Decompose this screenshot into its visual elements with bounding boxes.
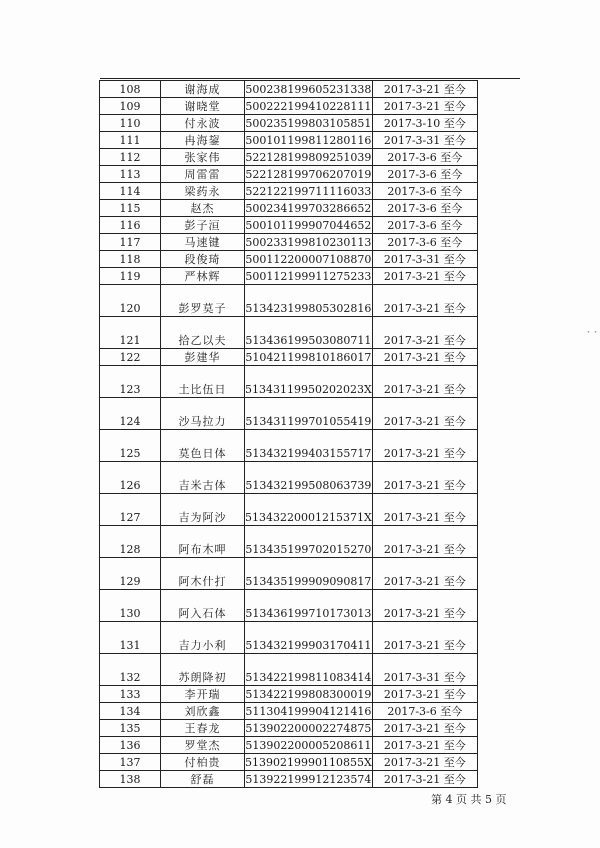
row-number: 118 — [100, 251, 161, 268]
row-number: 130 — [100, 590, 161, 622]
row-name: 付柏贵 — [161, 754, 245, 771]
table-row — [100, 430, 478, 462]
table-row — [100, 317, 478, 349]
row-date: 2017-3-21 至今 — [372, 317, 477, 349]
row-number: 115 — [100, 200, 161, 217]
table-row — [100, 366, 478, 398]
row-id-number: 51390219990110855X — [245, 754, 373, 771]
row-name: 彭子洹 — [161, 217, 245, 234]
row-date: 2017-3-21 至今 — [372, 366, 477, 398]
row-id-number: 513902200005208611 — [245, 737, 373, 754]
table-row — [100, 234, 478, 251]
row-id-number: 513435199702015270 — [245, 526, 373, 558]
row-name: 彭建华 — [161, 349, 245, 366]
row-number: 129 — [100, 558, 161, 590]
row-name: 李开瑞 — [161, 686, 245, 703]
table-row — [100, 115, 478, 132]
row-id-number: 500112200007108870 — [245, 251, 373, 268]
row-number: 124 — [100, 398, 161, 430]
row-date: 2017-3-21 至今 — [372, 398, 477, 430]
row-id-number: 522128199809251039 — [245, 149, 373, 166]
row-name: 吉力小利 — [161, 622, 245, 654]
table-row — [100, 622, 478, 654]
table-row — [100, 558, 478, 590]
row-name: 阿布木呷 — [161, 526, 245, 558]
row-date: 2017-3-21 至今 — [372, 686, 477, 703]
row-id-number: 500101199811280116 — [245, 132, 373, 149]
row-name: 谢海成 — [161, 81, 245, 98]
table-row — [100, 98, 478, 115]
row-date: 2017-3-6 至今 — [372, 166, 477, 183]
row-name: 张家伟 — [161, 149, 245, 166]
row-number: 131 — [100, 622, 161, 654]
row-number: 132 — [100, 654, 161, 686]
row-number: 121 — [100, 317, 161, 349]
row-id-number: 51343220001215371X — [245, 494, 373, 526]
row-id-number: 513436199710173013 — [245, 590, 373, 622]
roster-body — [100, 81, 478, 788]
row-id-number: 513432199508063739 — [245, 462, 373, 494]
row-number: 125 — [100, 430, 161, 462]
table-row — [100, 183, 478, 200]
row-date: 2017-3-21 至今 — [372, 737, 477, 754]
table-row — [100, 720, 478, 737]
row-id-number: 522122199711116033 — [245, 183, 373, 200]
row-number: 138 — [100, 771, 161, 788]
row-name: 赵杰 — [161, 200, 245, 217]
row-name: 阿木什打 — [161, 558, 245, 590]
row-date: 2017-3-6 至今 — [372, 703, 477, 720]
row-number: 127 — [100, 494, 161, 526]
row-number: 120 — [100, 285, 161, 317]
row-number: 122 — [100, 349, 161, 366]
row-date: 2017-3-21 至今 — [372, 622, 477, 654]
table-row — [100, 654, 478, 686]
row-number: 112 — [100, 149, 161, 166]
table-row — [100, 149, 478, 166]
row-number: 123 — [100, 366, 161, 398]
row-number: 109 — [100, 98, 161, 115]
page-number: 第 4 页 共 5 页 — [431, 793, 507, 806]
table-row — [100, 737, 478, 754]
row-id-number: 500235199803105851 — [245, 115, 373, 132]
table-row — [100, 268, 478, 285]
row-date: 2017-3-21 至今 — [372, 526, 477, 558]
row-id-number: 513432199903170411 — [245, 622, 373, 654]
table-row — [100, 590, 478, 622]
row-name: 阿入石体 — [161, 590, 245, 622]
row-id-number: 500233199810230113 — [245, 234, 373, 251]
table-row — [100, 285, 478, 317]
row-date: 2017-3-6 至今 — [372, 200, 477, 217]
row-id-number: 500238199605231338 — [245, 81, 373, 98]
row-date: 2017-3-31 至今 — [372, 132, 477, 149]
row-name: 沙马拉力 — [161, 398, 245, 430]
row-id-number: 510421199810186017 — [245, 349, 373, 366]
row-date: 2017-3-21 至今 — [372, 771, 477, 788]
row-id-number: 513922199912123574 — [245, 771, 373, 788]
row-name: 马速键 — [161, 234, 245, 251]
row-id-number: 513436199503080711 — [245, 317, 373, 349]
table-row — [100, 686, 478, 703]
row-date: 2017-3-6 至今 — [372, 183, 477, 200]
row-id-number: 513422199811083414 — [245, 654, 373, 686]
table-row — [100, 349, 478, 366]
row-number: 119 — [100, 268, 161, 285]
row-number: 135 — [100, 720, 161, 737]
row-name: 谢晓堂 — [161, 98, 245, 115]
row-number: 113 — [100, 166, 161, 183]
row-name: 段俊琦 — [161, 251, 245, 268]
row-id-number: 513423199805302816 — [245, 285, 373, 317]
row-name: 冉海鋆 — [161, 132, 245, 149]
row-date: 2017-3-6 至今 — [372, 234, 477, 251]
table-row — [100, 166, 478, 183]
table-row — [100, 494, 478, 526]
table-row — [100, 398, 478, 430]
row-number: 116 — [100, 217, 161, 234]
row-number: 133 — [100, 686, 161, 703]
row-date: 2017-3-21 至今 — [372, 349, 477, 366]
table-row — [100, 771, 478, 788]
row-name: 苏朗降初 — [161, 654, 245, 686]
row-date: 2017-3-21 至今 — [372, 754, 477, 771]
row-date: 2017-3-21 至今 — [372, 430, 477, 462]
row-id-number: 500112199911275233 — [245, 268, 373, 285]
row-id-number: 513432199403155717 — [245, 430, 373, 462]
row-date: 2017-3-31 至今 — [372, 251, 477, 268]
table-row — [100, 217, 478, 234]
row-id-number: 513431199701055419 — [245, 398, 373, 430]
row-name: 罗堂杰 — [161, 737, 245, 754]
row-name: 拾乙以夫 — [161, 317, 245, 349]
table-row — [100, 81, 478, 98]
row-name: 刘欣鑫 — [161, 703, 245, 720]
table-row — [100, 251, 478, 268]
row-date: 2017-3-10 至今 — [372, 115, 477, 132]
row-id-number: 513902200002274875 — [245, 720, 373, 737]
margin-scan-mark: ˙˙ — [585, 330, 599, 346]
row-number: 137 — [100, 754, 161, 771]
row-id-number: 513435199909090817 — [245, 558, 373, 590]
row-date: 2017-3-21 至今 — [372, 720, 477, 737]
row-date: 2017-3-21 至今 — [372, 285, 477, 317]
row-number: 117 — [100, 234, 161, 251]
row-number: 126 — [100, 462, 161, 494]
row-number: 134 — [100, 703, 161, 720]
top-rule — [100, 78, 520, 79]
row-name: 彭罗莫子 — [161, 285, 245, 317]
row-number: 128 — [100, 526, 161, 558]
row-id-number: 51343119950202023X — [245, 366, 373, 398]
row-number: 114 — [100, 183, 161, 200]
row-date: 2017-3-21 至今 — [372, 81, 477, 98]
row-name: 土比伍日 — [161, 366, 245, 398]
row-name: 周雷雷 — [161, 166, 245, 183]
row-number: 108 — [100, 81, 161, 98]
row-date: 2017-3-31 至今 — [372, 654, 477, 686]
row-id-number: 522128199706207019 — [245, 166, 373, 183]
row-date: 2017-3-21 至今 — [372, 98, 477, 115]
row-id-number: 500222199410228111 — [245, 98, 373, 115]
row-name: 严林辉 — [161, 268, 245, 285]
row-id-number: 513422199808300019 — [245, 686, 373, 703]
row-id-number: 500101199907044652 — [245, 217, 373, 234]
table-row — [100, 754, 478, 771]
row-name: 梁药永 — [161, 183, 245, 200]
roster-table — [99, 80, 478, 788]
row-name: 莫色日体 — [161, 430, 245, 462]
row-date: 2017-3-21 至今 — [372, 494, 477, 526]
row-number: 110 — [100, 115, 161, 132]
table-row — [100, 703, 478, 720]
row-date: 2017-3-21 至今 — [372, 462, 477, 494]
table-row — [100, 526, 478, 558]
row-date: 2017-3-21 至今 — [372, 268, 477, 285]
row-name: 舒磊 — [161, 771, 245, 788]
row-number: 111 — [100, 132, 161, 149]
row-date: 2017-3-21 至今 — [372, 590, 477, 622]
row-name: 付永波 — [161, 115, 245, 132]
row-number: 136 — [100, 737, 161, 754]
table-row — [100, 132, 478, 149]
row-date: 2017-3-21 至今 — [372, 558, 477, 590]
table-row — [100, 462, 478, 494]
row-date: 2017-3-6 至今 — [372, 217, 477, 234]
row-id-number: 511304199904121416 — [245, 703, 373, 720]
row-id-number: 500234199703286652 — [245, 200, 373, 217]
row-name: 王春龙 — [161, 720, 245, 737]
table-row — [100, 200, 478, 217]
row-name: 吉为阿沙 — [161, 494, 245, 526]
row-name: 吉米古体 — [161, 462, 245, 494]
row-date: 2017-3-6 至今 — [372, 149, 477, 166]
